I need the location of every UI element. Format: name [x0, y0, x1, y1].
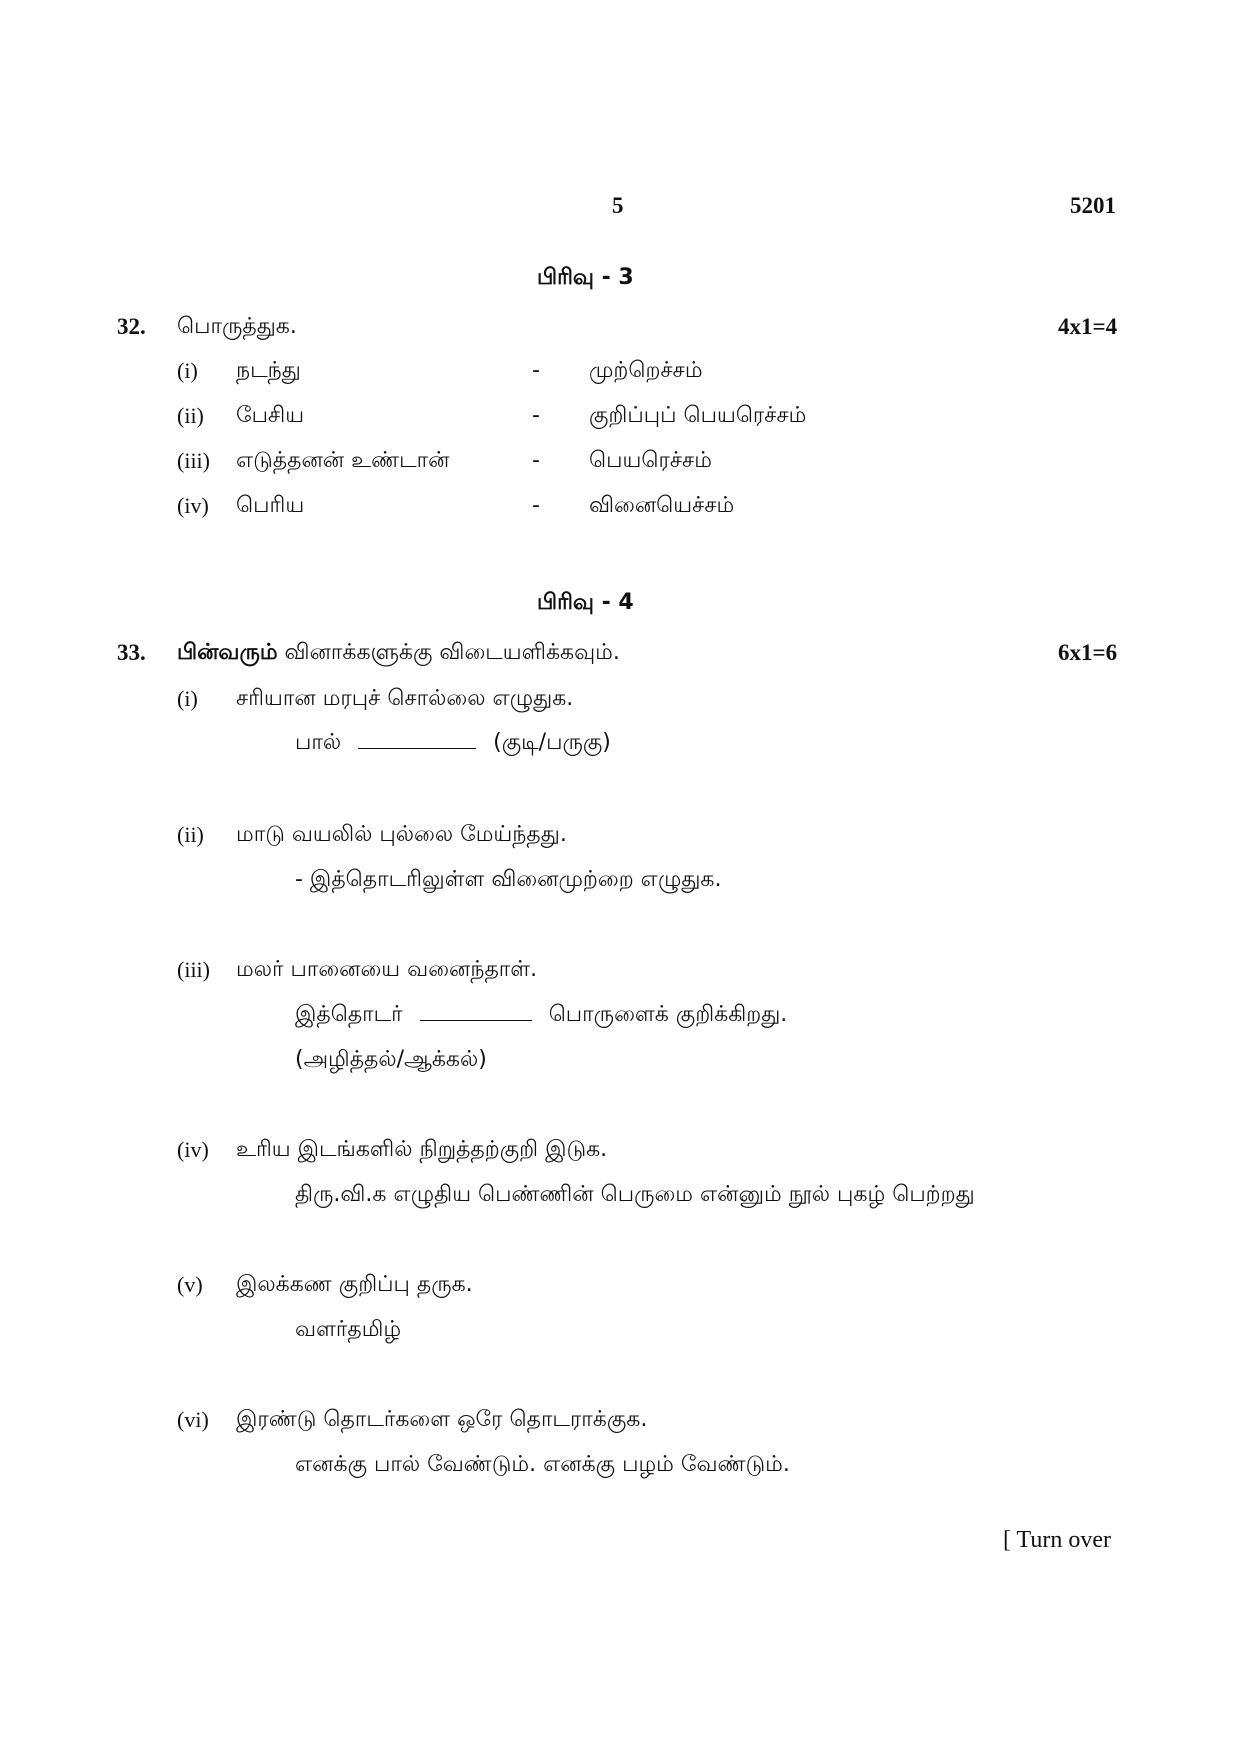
match-item-right: முற்றெச்சம்: [589, 358, 703, 383]
match-item-right: வினையெச்சம்: [589, 493, 735, 518]
section-3-title: பிரிவு - 3: [537, 265, 634, 290]
answer-blank: [420, 1020, 532, 1021]
match-item-dash: -: [532, 358, 540, 383]
sub-question-number: (ii): [177, 822, 204, 847]
sub-question-number: (i): [177, 686, 198, 711]
page-number: 5: [612, 193, 624, 218]
instruction-rest: வினாக்களுக்கு விடையளிக்கவும்.: [277, 640, 620, 665]
question-32-marks: 4x1=4: [1058, 314, 1118, 339]
fill-in-prefix: இத்தொடர்: [295, 1002, 403, 1027]
match-item-dash: -: [532, 403, 540, 428]
match-item-left: நடந்து: [236, 358, 301, 383]
match-item-left: எடுத்தனன் உண்டான்: [236, 448, 450, 473]
sub-question-text: இரண்டு தொடர்களை ஒரே தொடராக்குக.: [236, 1407, 648, 1432]
match-item-number: (i): [177, 358, 198, 383]
sub-question-number: (v): [177, 1272, 203, 1297]
match-item-dash: -: [532, 493, 540, 518]
match-item-dash: -: [532, 448, 540, 473]
question-33-instruction: [177, 640, 620, 668]
paper-code: 5201: [1070, 193, 1116, 218]
sub-question-text: இலக்கண குறிப்பு தருக.: [236, 1272, 473, 1297]
question-33-marks: 6x1=6: [1058, 640, 1118, 665]
grammar-word: வளர்தமிழ்: [295, 1317, 402, 1342]
sub-question-number: (iii): [177, 957, 210, 982]
question-32-number: 32.: [117, 314, 146, 339]
question-33-number: 33.: [117, 640, 146, 665]
sub-question-number: (vi): [177, 1407, 209, 1432]
match-item-left: பேசிய: [236, 403, 305, 428]
section-4-title: பிரிவு - 4: [537, 590, 634, 615]
sub-question-text: உரிய இடங்களில் நிறுத்தற்குறி இடுக.: [236, 1137, 608, 1162]
fill-in-line: [295, 730, 611, 758]
sub-question-number: (iv): [177, 1137, 209, 1162]
match-item-left: பெரிய: [236, 493, 305, 518]
sub-question-text: மாடு வயலில் புல்லை மேய்ந்தது.: [236, 822, 567, 847]
sub-question-instruction: - இத்தொடரிலுள்ள வினைமுற்றை எழுதுக.: [295, 867, 722, 892]
question-32-instruction: பொருத்துக.: [177, 314, 297, 339]
sub-question-text: மலர் பானையை வனைந்தாள்.: [236, 957, 538, 982]
turn-over-note: [ Turn over: [1003, 1527, 1112, 1553]
fill-in-suffix: பொருளைக் குறிக்கிறது.: [548, 1002, 788, 1027]
answer-blank: [358, 748, 476, 749]
fill-in-options: (அழித்தல்/ஆக்கல்): [295, 1047, 487, 1072]
instruction-bold-word: பின்வரும்: [177, 640, 278, 665]
sub-question-text: சரியான மரபுச் சொல்லை எழுதுக.: [236, 686, 574, 711]
match-item-right: பெயரெச்சம்: [589, 448, 712, 473]
fill-in-line: [295, 1002, 787, 1030]
sentences-to-combine: எனக்கு பால் வேண்டும். எனக்கு பழம் வேண்டும்.: [295, 1452, 790, 1477]
fill-in-prefix: பால்: [295, 730, 342, 755]
match-item-number: (iii): [177, 448, 210, 473]
punctuation-sentence: திரு.வி.க எழுதிய பெண்ணின் பெருமை என்னும் நூல் புகழ் பெற்றது: [295, 1182, 975, 1207]
match-item-right: குறிப்புப் பெயரெச்சம்: [589, 403, 807, 428]
match-item-number: (iv): [177, 493, 209, 518]
match-item-number: (ii): [177, 403, 204, 428]
fill-in-options: (குடி/பருகு): [493, 730, 611, 755]
